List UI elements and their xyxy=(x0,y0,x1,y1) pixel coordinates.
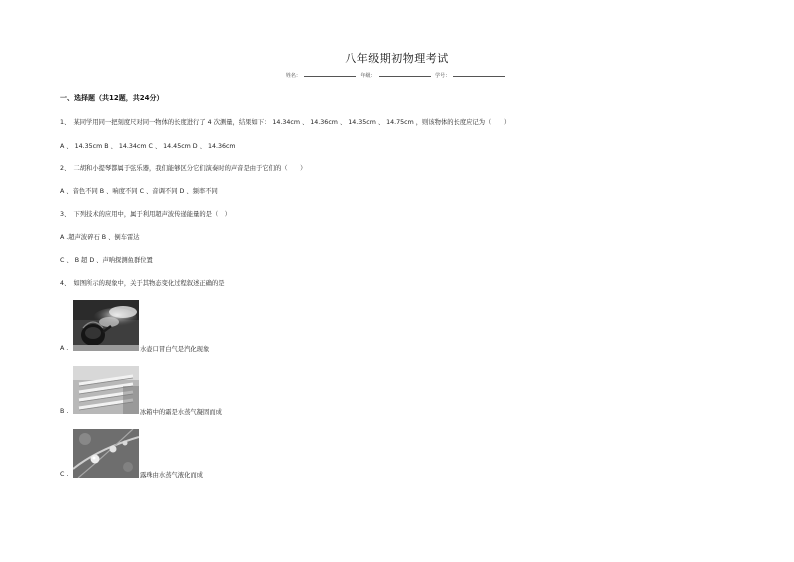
question-1-options: A 、 14.35cm B 、 14.34cm C 、 14.45cm D 、 14.36cm xyxy=(60,143,236,150)
kettle-steam-photo xyxy=(73,300,139,351)
question-4-option-c-caption: 露珠由水蒸气液化而成 xyxy=(140,472,203,479)
question-3-options-cd: C 、 B 超 D 、声呐探测鱼群位置 xyxy=(60,257,153,264)
question-3-options-ab: A .超声波碎石 B 、倒车雷达 xyxy=(60,234,140,241)
question-2-stem: 2、 二胡和小提琴都属于弦乐器，我们能够区分它们演奏时的声音是由于它们的（ ） xyxy=(60,165,307,172)
freezer-frost-photo xyxy=(73,366,139,414)
question-4-option-a-caption: 水壶口冒白气是汽化现象 xyxy=(140,346,210,353)
id-blank[interactable] xyxy=(453,72,505,77)
class-blank[interactable] xyxy=(379,72,431,77)
question-3-stem: 3、 下列技术的应用中，属于利用超声波传递能量的是（ ） xyxy=(60,211,231,218)
id-label: 学号： xyxy=(435,73,451,79)
question-4-option-b-label: B . xyxy=(60,408,69,415)
question-4-option-b-caption: 冰箱中的霜是水蒸气凝固而成 xyxy=(140,409,222,416)
student-info-line xyxy=(0,72,794,79)
question-4-option-c-label: C . xyxy=(60,471,69,478)
question-4-option-a-label: A . xyxy=(60,345,69,352)
question-4-stem: 4、 如图所示的现象中，关于其物态变化过程叙述正确的是 xyxy=(60,280,225,287)
exam-title: 八年级期初物理考试 xyxy=(345,52,449,65)
question-2-options: A 、音色不同 B 、响度不同 C 、音调不同 D 、频率不同 xyxy=(60,188,218,195)
dewdrop-photo xyxy=(73,429,139,478)
question-1-stem: 1、 某同学用同一把刻度尺对同一物体的长度进行了 4 次测量，结果如下： 14.34cm 、 14.36cm 、 14.35cm 、 14.75cm ，则该物体的长度应记为（ ） xyxy=(60,119,511,126)
section-title: 一、选择题（共12题，共24分） xyxy=(60,94,164,102)
class-label: 年级： xyxy=(360,73,376,79)
name-label: 姓名： xyxy=(285,73,301,79)
name-blank[interactable] xyxy=(304,72,356,77)
